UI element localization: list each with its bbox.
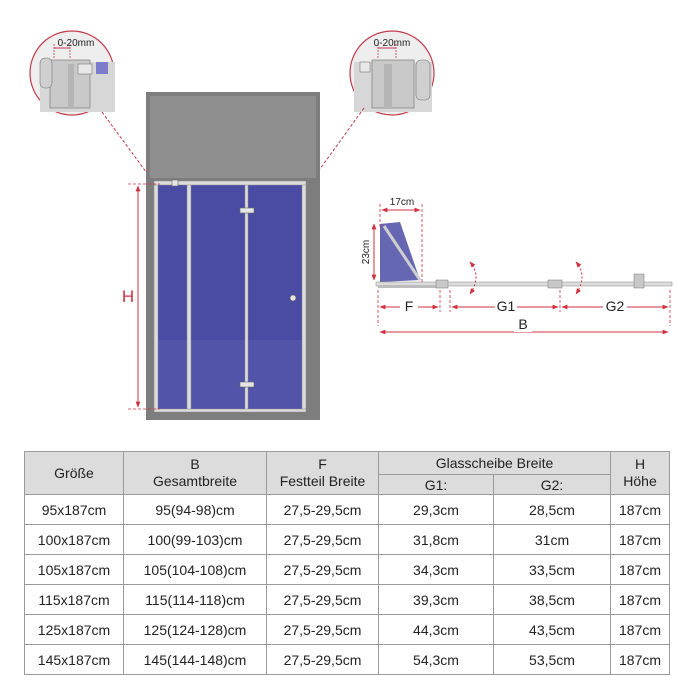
height-dimension-label: H: [121, 287, 135, 306]
size-spec-table: [24, 451, 670, 675]
table-row: [25, 495, 670, 525]
table-row: [25, 555, 670, 585]
b-dimension-label: B: [518, 316, 528, 332]
cell-h: 187cm: [611, 645, 670, 675]
cell-b: 145(144-148)cm: [124, 645, 267, 675]
left-gap-label: 0-20mm: [57, 38, 95, 49]
hinge-bottom: [240, 382, 254, 387]
cell-f: 27,5-29,5cm: [267, 585, 379, 615]
top-view: [361, 197, 672, 332]
cell-size: 145x187cm: [25, 645, 124, 675]
cell-g2: 28,5cm: [494, 495, 611, 525]
cell-b: 115(114-118)cm: [124, 585, 267, 615]
header-size: Größe: [25, 452, 124, 495]
cell-size: 125x187cm: [25, 615, 124, 645]
cell-b: 100(99-103)cm: [124, 525, 267, 555]
cell-g1: 54,3cm: [379, 645, 494, 675]
header-b-letter: B: [190, 456, 200, 472]
cell-f: 27,5-29,5cm: [267, 615, 379, 645]
cell-f: 27,5-29,5cm: [267, 495, 379, 525]
cell-g1: 29,3cm: [379, 495, 494, 525]
cell-g2: 38,5cm: [494, 585, 611, 615]
cell-b: 95(94-98)cm: [124, 495, 267, 525]
cell-g2: 43,5cm: [494, 615, 611, 645]
depth-label: 17cm: [389, 197, 415, 208]
header-f-letter: F: [318, 456, 327, 472]
header-h-text: Höhe: [623, 473, 657, 489]
g1-dimension-label: G1: [496, 298, 516, 314]
right-detail-circle: [350, 31, 434, 115]
cell-size: 115x187cm: [25, 585, 124, 615]
header-g1: G1:: [379, 475, 494, 495]
top-height-label: 23cm: [361, 239, 372, 265]
cell-g1: 44,3cm: [379, 615, 494, 645]
header-fixed-width: [267, 452, 379, 495]
cell-g2: 31cm: [494, 525, 611, 555]
cell-g1: 34,3cm: [379, 555, 494, 585]
header-f-text: Festteil Breite: [279, 473, 366, 489]
header-h-letter: H: [634, 456, 646, 472]
cell-h: 187cm: [611, 615, 670, 645]
cell-g1: 39,3cm: [379, 585, 494, 615]
table-row: [25, 615, 670, 645]
left-leader-line: [102, 112, 152, 180]
cell-g2: 33,5cm: [494, 555, 611, 585]
cell-h: 187cm: [611, 525, 670, 555]
cell-h: 187cm: [611, 585, 670, 615]
header-g2: G2:: [494, 475, 611, 495]
hinge-top: [240, 208, 254, 213]
cell-f: 27,5-29,5cm: [267, 525, 379, 555]
g2-dimension-label: G2: [605, 298, 625, 314]
f-dimension-label: F: [404, 298, 414, 314]
cell-size: 100x187cm: [25, 525, 124, 555]
header-glass-width: Glasscheibe Breite: [379, 452, 611, 475]
cell-size: 95x187cm: [25, 495, 124, 525]
header-b-text: Gesamtbreite: [152, 473, 238, 489]
right-gap-label: 0-20mm: [373, 38, 411, 49]
cell-g1: 31,8cm: [379, 525, 494, 555]
cell-f: 27,5-29,5cm: [267, 645, 379, 675]
cell-h: 187cm: [611, 495, 670, 525]
cell-b: 125(124-128)cm: [124, 615, 267, 645]
cell-f: 27,5-29,5cm: [267, 555, 379, 585]
front-view: [122, 92, 320, 420]
header-height: [611, 452, 670, 495]
header-total-width: [124, 452, 267, 495]
cell-g2: 53,5cm: [494, 645, 611, 675]
cell-size: 105x187cm: [25, 555, 124, 585]
left-detail-circle: [30, 31, 115, 115]
table-row: [25, 525, 670, 555]
handle-knob: [290, 295, 296, 301]
cell-b: 105(104-108)cm: [124, 555, 267, 585]
table-row: [25, 645, 670, 675]
table-row: [25, 585, 670, 615]
cell-h: 187cm: [611, 555, 670, 585]
